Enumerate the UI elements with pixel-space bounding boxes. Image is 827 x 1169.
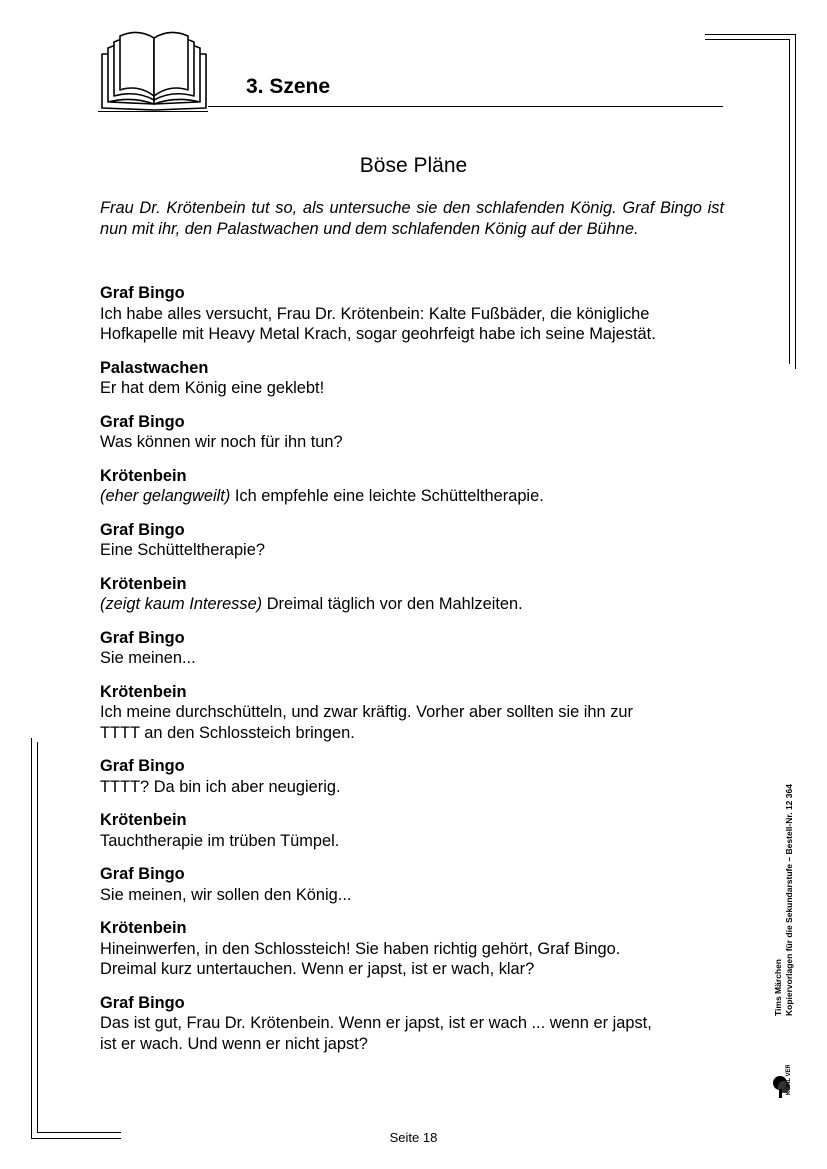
publisher-logo [770,1065,802,1104]
frame-top-line [705,34,795,35]
dialogue-block [100,864,724,905]
header-rule [208,106,723,107]
dialogue-block [100,918,724,980]
dialogue-block [100,993,724,1055]
speaker-name: Graf Bingo [100,993,185,1012]
line-text: Sie meinen... [100,649,196,667]
dialogue-block [100,283,724,345]
dialogue-block [100,466,724,507]
speaker-name: Krötenbein [100,574,187,593]
line-text: Das ist gut, Frau Dr. Krötenbein. Wenn er japst, ist er wach ... wenn er japst, [100,1014,652,1032]
speaker-name: Graf Bingo [100,412,185,431]
speaker-name: Graf Bingo [100,757,185,775]
dialogue-block [100,358,724,399]
stage-direction: (zeigt kaum Interesse) [100,595,263,613]
frame-right-line-inner [789,39,790,364]
dialogue-block [100,810,724,851]
line-text: Ich habe alles versucht, Frau Dr. Krötenbein: Kalte Fußbäder, die königliche [100,304,650,323]
line-text: Hofkapelle mit Heavy Metal Krach, sogar geohrfeigt habe ich seine Majestät. [100,325,656,343]
speaker-name: Palastwachen [100,358,209,377]
line-text: Ich empfehle eine leichte Schütteltherapie. [234,487,544,505]
publisher-name: KOHL VERLAG [786,1065,792,1095]
dialogue-line [100,939,724,960]
line-text: Was können wir noch für ihn tun? [100,433,343,451]
line-text: Ich meine durchschütteln, und zwar kräftig. Vorher aber sollten sie ihn zur [100,703,633,721]
tree-icon [770,1065,802,1099]
speaker-name: Krötenbein [100,811,187,829]
dialogue-line [100,1013,724,1034]
dialogue-block [100,574,724,615]
line-text: TTTT an den Schlossteich bringen. [100,723,355,742]
dialogue-line [100,378,724,399]
dialogue-line [100,304,724,325]
line-text: Sie meinen, wir sollen den König... [100,885,352,904]
speaker-name: Krötenbein [100,682,187,701]
dialogue-block [100,628,724,669]
line-text: TTTT? Da bin ich aber neugierig. [100,777,341,796]
stage-direction: (eher gelangweilt) [100,487,231,505]
dialogue-line [100,1034,724,1055]
frame-right-line [795,34,796,369]
frame-left-line-inner [37,742,38,1132]
line-text: Dreimal täglich vor den Mahlzeiten. [266,595,523,613]
dialogue-line [100,777,724,798]
open-book-icon [98,30,210,114]
page-number: Seite 18 [389,1130,438,1145]
stage-direction-intro: Frau Dr. Krötenbein tut so, als untersuche sie den schlafenden König. Graf Bingo ist nun mit ihr, den Palastwachen und dem schlafenden König auf der Bühne. [100,199,724,238]
dialogue-block [100,412,724,453]
speaker-name: Krötenbein [100,919,187,937]
dialogue-line [100,540,724,561]
line-text: Tauchtherapie im trüben Tümpel. [100,831,340,850]
dialogue-block [100,756,724,797]
dialogue-line [100,648,724,669]
dialogue-line [100,324,724,345]
dialogue-line [100,594,724,615]
line-text: ist er wach. Und wenn er nicht japst? [100,1034,368,1053]
dialogue-block [100,520,724,561]
dialogue-line [100,702,724,723]
dialogue-line [100,432,724,453]
dialogue-block [100,682,724,744]
dialogue-line [100,723,724,744]
line-text: Eine Schütteltherapie? [100,541,265,559]
side-imprint-order: Kopiervorlagen für die Sekundarstufe – Bestell-Nr. 12 364 [783,784,794,1016]
line-text: Hineinwerfen, in den Schlossteich! Sie haben richtig gehört, Graf Bingo. [100,939,621,958]
frame-left-line [31,738,32,1138]
scene-heading: 3. Szene [246,75,331,98]
speaker-name: Graf Bingo [100,865,185,883]
line-text: Dreimal kurz untertauchen. Wenn er japst, ist er wach, klar? [100,960,535,978]
line-text: Er hat dem König eine geklebt! [100,379,325,397]
dialogue-line [100,959,724,980]
dialogue-line [100,831,724,852]
dialogue [100,283,724,1067]
speaker-name: Krötenbein [100,466,187,485]
dialogue-line [100,486,724,507]
header-rule-left [98,111,208,112]
speaker-name: Graf Bingo [100,284,185,302]
speaker-name: Graf Bingo [100,520,185,539]
dialogue-line [100,885,724,906]
frame-top-line-inner [705,39,789,40]
side-imprint-title: Tims Märchen [773,958,783,1016]
page-title: Böse Pläne [359,154,468,177]
side-imprint [773,716,794,1016]
speaker-name: Graf Bingo [100,628,185,647]
